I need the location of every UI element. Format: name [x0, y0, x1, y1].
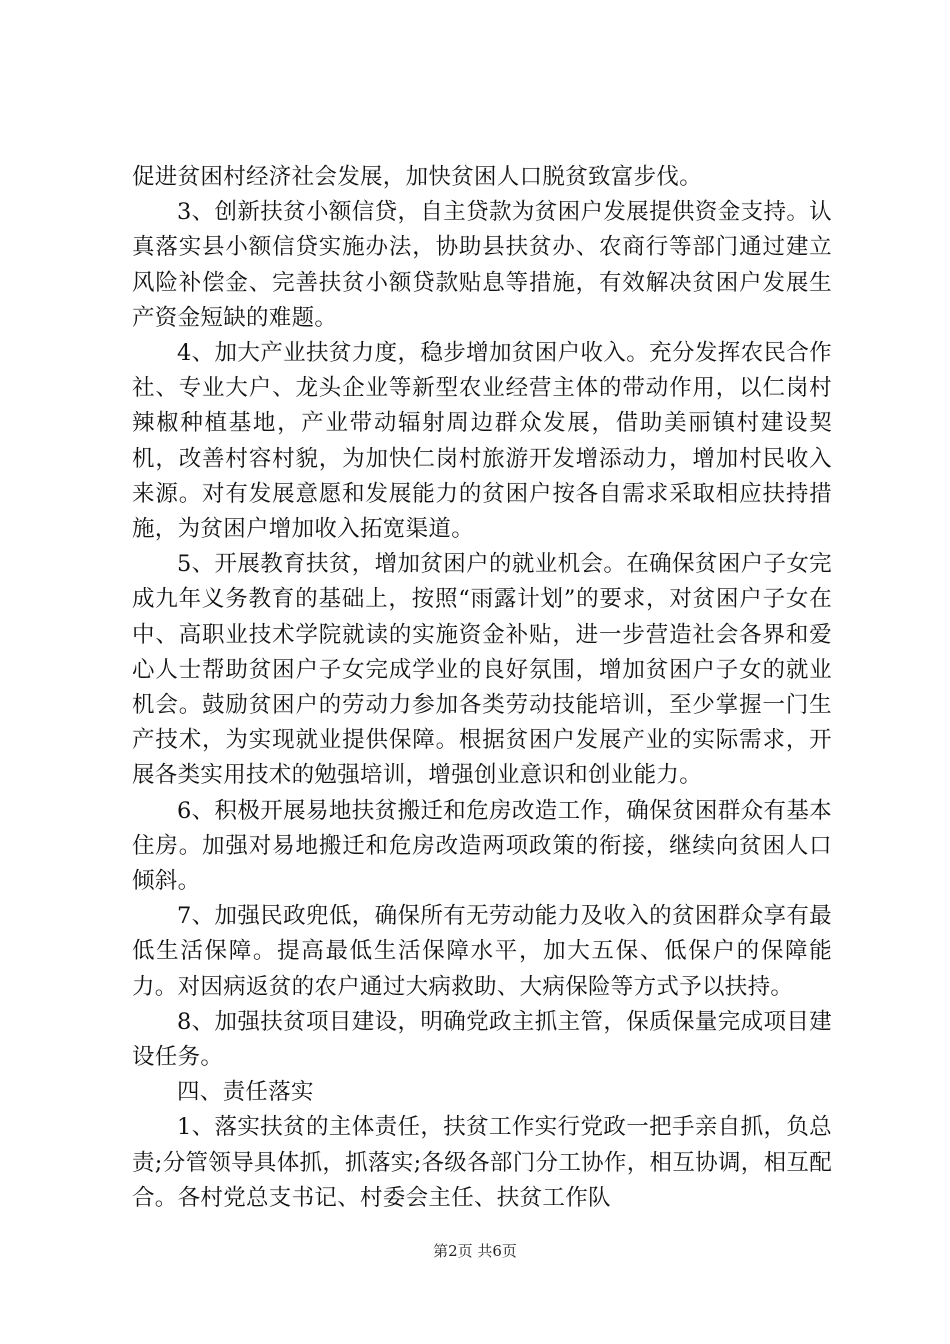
page-footer: 第2页 共6页	[433, 1242, 517, 1260]
paragraph-item-6: 6、积极开展易地扶贫搬迁和危房改造工作，确保贫困群众有基本住房。加强对易地搬迁和危房改造两项政策的衔接，继续向贫困人口倾斜。	[132, 797, 832, 895]
document-body	[132, 160, 832, 1216]
paragraph-item-1: 1、落实扶贫的主体责任，扶贫工作实行党政一把手亲自抓，负总责;分管领导具体抓，抓落实;各级各部门分工协作，相互协调，相互配合。各村党总支书记、村委会主任、扶贫工作队	[132, 1114, 832, 1211]
paragraph-item-3: 3、创新扶贫小额信贷，自主贷款为贫困户发展提供资金支持。认真落实县小额信贷实施办法，协助县扶贫办、农商行等部门通过建立风险补偿金、完善扶贫小额贷款贴息等措施，有效解决贫困户发展生产资金短缺的难题。	[132, 199, 832, 331]
paragraph-continued: 促进贫困村经济社会发展，加快贫困人口脱贫致富步伐。	[132, 164, 703, 190]
paragraph-item-7: 7、加强民政兜低，确保所有无劳动能力及收入的贫困群众享有最低生活保障。提高最低生活保障水平，加大五保、低保户的保障能力。对因病返贫的农户通过大病救助、大病保险等方式予以扶持。	[132, 903, 832, 1000]
paragraph-item-8: 8、加强扶贫项目建设，明确党政主抓主管，保质保量完成项目建设任务。	[132, 1008, 832, 1071]
paragraph-item-4: 4、加大产业扶贫力度，稳步增加贫困户收入。充分发挥农民合作社、专业大户、龙头企业等新型农业经营主体的带动作用，以仁岗村辣椒种植基地，产业带动辐射周边群众发展，借助美丽镇村建设契机，改善村容村貌，为加快仁岗村旅游开发增添动力，增加村民收入来源。对有发展意愿和发展能力的贫困户按各自需求采取相应扶持措施，为贫困户增加收入拓宽渠道。	[132, 340, 832, 543]
paragraph-item-5: 5、开展教育扶贫，增加贫困户的就业机会。在确保贫困户子女完成九年义务教育的基础上，按照“雨露计划”的要求，对贫困户子女在中、高职业技术学院就读的实施资金补贴，进一步营造社会各界和爱心人士帮助贫困户子女完成学业的良好氛围，增加贫困户子女的就业机会。鼓励贫困户的劳动力参加各类劳动技能培训，至少掌握一门生产技术，为实现就业提供保障。根据贫困户发展产业的实际需求，开展各类实用技术的勉强培训，增强创业意识和创业能力。	[132, 551, 832, 789]
section-heading-responsibility: 四、责任落实	[177, 1079, 314, 1106]
